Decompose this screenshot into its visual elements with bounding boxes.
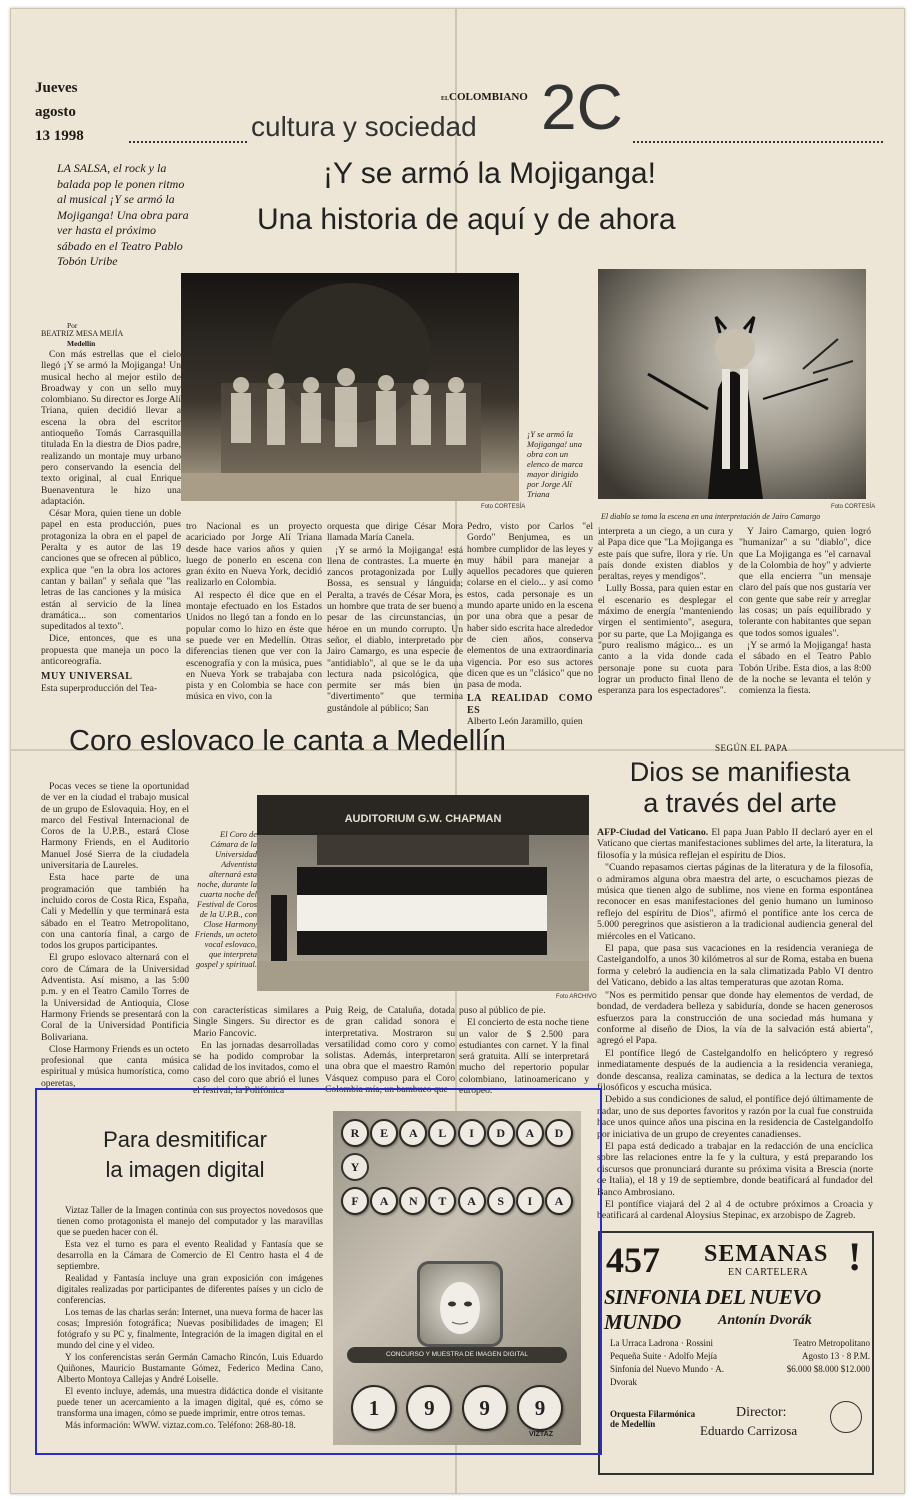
ad-count: 457 <box>606 1240 660 1280</box>
dios-dateline: AFP-Ciudad del Vaticano. <box>597 827 709 838</box>
dios-kicker: SEGÚN EL PAPA <box>715 743 789 753</box>
choir-illustration <box>257 795 589 991</box>
lead-col1-p4: Esta superproducción del Tea- <box>41 682 158 694</box>
ad-program <box>610 1337 750 1389</box>
coro-col1-p1: Pocas veces se tiene la oportunidad de ver en la ciudad el trabajo musical de un grupo de Eslovaquia. Hoy, en el marco del Festival Internacional de Coros de la U.P.B., estará Close Harmony Friends, en el Auditorio Manuel José Sierra de la ciudadela universitaria de Laureles. <box>41 781 189 872</box>
coro-col1-p3: El grupo eslovaco alternará con el coro de Cámara de la Universidad Adventista. Así mismo, a las 5:00 p.m. y en el Teatro Camilo Torres de la Universidad de Antioquia, Close Harmony Friends se presentará con la Coral de la Universidad Pontificia Bolivariana. <box>41 952 189 1043</box>
stage-cast-illustration <box>181 273 519 501</box>
poster-brand: VIZTAZ <box>529 1431 553 1438</box>
masthead-month: agosto <box>35 104 76 120</box>
dios-p1: El papa Juan Pablo II declaró ayer en el Vaticano que ciertas manifestaciones sublimes del arte, la literatura, la filosofía y la música reflejan el espíritu de Dios. <box>597 827 873 861</box>
photo1-credit: Foto CORTESÍA <box>481 504 526 510</box>
poster-banner: CONCURSO Y MUESTRA DE IMAGEN DIGITAL <box>347 1347 567 1363</box>
dios-p7: El papa está dedicado a trabajar en la redacción de una encíclica sobre las relaciones entre la fe y la cultura, y está preparando los discursos que pronunciará durante su próxima visita a Brescia (norte de Italia), el 18 y 19 de septiembre, donde beatificará al fundador del Banco Ambrosiano. <box>597 1140 873 1198</box>
masthead-day: Jueves <box>35 80 78 96</box>
ad-date: Agosto 13 · 8 P.M. <box>801 1351 870 1361</box>
poster-key-f-3: T <box>428 1187 456 1215</box>
dios-title-2: a través del arte <box>643 788 837 818</box>
coro-col1-p4: Close Harmony Friends es un octeto profesional que canta música espiritual y música humorística, como operetas, <box>41 1043 189 1089</box>
coro-col1-p2: Esta hace parte de una programación que también ha incluido coros de Costa Rica, España, Cali y Medellín y que terminará esta sábado en el Teatro Metropolitano, con una cantoría final, a cargo de todos los grupos participantes. <box>41 872 189 952</box>
dios-title <box>605 757 875 819</box>
dios-p8: El pontífice viajará del 2 al 4 de octubre próximos a Croacia y beatificará al cardenal Aloysius Stepinac, ex arzobispo de Zagreb. <box>597 1199 873 1222</box>
photo1-caption: ¡Y se armó la Mojiganga! una obra con un elenco de marca mayor dirigido por Jorge Alí Triana <box>527 429 583 499</box>
digital-title-2: la imagen digital <box>105 1157 265 1182</box>
coro-column-3 <box>325 1005 455 1097</box>
dios-p5: El pontífice llegó de Castelgandolfo en helicóptero y regresó inmediatamente después de la audiencia a la residencia veraniega, donde descansa, realiza caminatas, se dedica a la lectura de textos filosóficos y escucha música. <box>597 1047 873 1093</box>
poster-key-f-5: S <box>487 1187 515 1215</box>
dios-p2: "Cuando repasamos ciertas páginas de la literatura y de la filosofía, o admiramos alguna obra maestra del arte, o escuchamos piezas de música que tienen algo de sublime, nos viene en forma espontánea reconocer en esas manifestaciones del genio humano un luminoso reflejo del espíritu de Dios", afirmó el pontífice ante los cerca de 5.000 peregrinos que asistieron a la tradicional audiencia general del miércoles en el Vaticano. <box>597 862 873 942</box>
ad-director-label: Director: <box>736 1405 787 1420</box>
selection-highlight <box>35 1088 602 1455</box>
coro-column-2 <box>193 1005 319 1097</box>
poster-key-6: A <box>516 1119 544 1147</box>
lead-column-1 <box>41 349 181 719</box>
lead-col6-p1: Y Jairo Camargo, quien logró "humanizar" a su "diablo", dice que La Mojiganga es "el carnaval de la Colombia de hoy" y advierte que ella encierra "un mensaje claro del país que nos gustaría ver con gente que sabe reír y arreglar las cosas; un país equilibrado y tolerante con habitantes que sepan que todos somos iguales". <box>739 526 871 639</box>
photo2-caption: El diablo se toma la escena en una interpretación de Jairo Camargo <box>601 512 821 521</box>
digital-p1: Viztaz Taller de la Imagen continúa con sus proyectos novedosos que tienen como protagonista el manejo del computador y las maravillas que se pueden hacer con él. <box>57 1205 323 1237</box>
lead-intro: LA SALSA, el rock y la balada pop le ponen ritmo al musical ¡Y se armó la Mojiganga! Una obra para ver hasta el próximo sábado en el Teatro Pablo Tobón Uribe <box>57 161 189 268</box>
section-name: cultura y sociedad <box>251 111 477 142</box>
poster-key-2: A <box>399 1119 427 1147</box>
coro-col2-p1: con características similares a Single Singers. Su director es Mario Fancovic. <box>193 1005 319 1039</box>
digital-p3: Realidad y Fantasía incluye una gran exposición con imágenes digitales realizadas por participantes de diferentes países y un ciclo de conferencias. <box>57 1273 323 1305</box>
dios-p3: El papa, que pasa sus vacaciones en la residencia veraniega de Castelgandolfo, a unos 30 kilómetros al sur de Roma, estaba en buena forma y celebró la audiencia en la sala climatizada Pablo VI dentro del Vaticano, debido a las altas temperaturas que azotan Roma. <box>597 943 873 989</box>
photo2-credit: Foto CORTESÍA <box>831 504 876 510</box>
coro-col4-p2: El concierto de esta noche tiene un valor de $ 2.500 para estudiantes con carnet. Y la final será gratuita. Allí se interpretará mucho del repertorio popular colombiano, latinoamericano y europeo. <box>459 1017 589 1097</box>
ad-cartelera: EN CARTELERA <box>728 1267 809 1278</box>
ad-semanas: SEMANAS <box>704 1241 829 1267</box>
ad-program-item: La Urraca Ladrona · Rossini <box>610 1338 713 1348</box>
devil-illustration <box>598 269 866 499</box>
ad-exclamation: ! <box>848 1234 862 1279</box>
poster-key-3: L <box>428 1119 456 1147</box>
byline-name: BEATRIZ MESA MEJÍA <box>41 329 124 338</box>
poster-key-f-0: F <box>341 1187 369 1215</box>
byline-city: Medellín <box>67 339 96 348</box>
photo-choir <box>257 795 589 991</box>
ad-venue: Teatro Metropolitano <box>793 1338 870 1348</box>
poster-key-f-1: A <box>370 1187 398 1215</box>
lead-col1-p1: Con más estrellas que el cielo llegó ¡Y se armó la Mojiganga! Un musical hecho al mejor estilo de Broadway y con un sello muy colombiano. Su director es Jorge Alí Triana, quien decidió llevar a escena la obra del escritor antioqueño Tomás Carrasquilla titulada En la diestra de Dios padre, realizando un montaje muy urbano pero conservando la esencia del texto original, al cual Enrique Buenaventura le hizo una adaptación. <box>41 349 181 507</box>
ad-title: SINFONIA DEL NUEVO MUNDO <box>604 1285 821 1334</box>
digital-p2: Esta vez el turno es para el evento Realidad y Fantasía que se desarrolla en la Cámara de Comercio de El Centro hasta el 4 de septiembre. <box>57 1239 323 1271</box>
lead-col2-p2: Al respecto él dice que en el montaje efectuado en los Estados Unidos no llegó tan a fondo en lo popular como lo hizo en éste que se puede ver en Medellín. Otras diferencias tienen que ver con la escenografía y con la música, pues en Nueva York se trabajaba con pista y en Colombia se hace con música en vivo, con la <box>186 589 322 703</box>
dios-p4: "Nos es permitido pensar que donde hay elementos de verdad, de bondad, de verdadera belleza y sabiduría, donde se hacen generosos esfuerzos para la construcción de una sociedad más humana y conforme al diseño de Dios, la vía de la salvación está abierta", agregó el Papa. <box>597 989 873 1047</box>
digital-title-1: Para desmitificar <box>103 1127 267 1152</box>
digital-p7: Más información: WWW. viztaz.com.co. Teléfono: 268-80-18. <box>65 1420 296 1430</box>
poster-key-1: E <box>370 1119 398 1147</box>
digital-p4: Los temas de las charlas serán: Internet, una nueva forma de hacer las cosas; Impresión fotográfica; Nuevas posibilidades de imagen; El fotógrafo y su PC y, finalmente, Integración de la imagen digital en el mundo del cine y el video. <box>57 1307 323 1350</box>
dios-column <box>597 827 873 1227</box>
masthead-dots-right <box>633 133 883 143</box>
lead-col6-p2: ¡Y se armó la Mojiganga! hasta el sábado en el Teatro Pablo Tobón Uribe. Esta dios, a las 8:00 de la noche se levanta el telón y comienza la fiesta. <box>739 639 871 697</box>
coro-column-1 <box>41 781 189 1101</box>
byline-por: Por <box>67 321 78 330</box>
poster-key-y: Y <box>341 1153 369 1181</box>
newspaper-name: ELCOLOMBIANO <box>441 91 528 103</box>
auditorium-sign: AUDITORIUM G.W. CHAPMAN <box>344 813 502 825</box>
poster-year-key-2: 9 <box>462 1385 508 1431</box>
ad-prices: $6.000 $8.000 $12.000 <box>786 1364 870 1374</box>
ad-composer: Antonín Dvorák <box>718 1313 812 1328</box>
poster-key-f-4: A <box>458 1187 486 1215</box>
lead-col3-p1: orquesta que dirige César Mora llamada María Canela. <box>327 521 463 544</box>
photo-stage-cast <box>181 273 519 501</box>
lead-col5-p2: Lully Bossa, para quien estar en el escenario es desplegar el máximo de energía "manteniendo virgen el sentimiento", asegura, por su parte, que La Mojiganga es "puro realismo mágico... es un canto a la vida donde cada personaje pone su cuota para lograr un producto final lleno de esperanza para los espectadores". <box>598 583 733 697</box>
lead-col1-p2: César Mora, quien tiene un doble papel en esta producción, pues protagoniza la obra en el papel de Peralta y es autor de las 19 canciones que se ofrecen al público, explica que "en la obra los actores cantan y bailan" y señala que "las letras de las canciones y la música están al servicio de la línea dramática... son comentarios supeditados al texto". <box>41 508 181 633</box>
poster-key-7: D <box>545 1119 573 1147</box>
subhead-realidad: LA REALIDAD COMO ES <box>467 693 593 716</box>
coro-col2-p2: En las jornadas desarrolladas se ha podido comprobar la calidad de los invitados, como el caso del coro que abrió el lunes el festival, la Polifónica <box>193 1039 319 1097</box>
lead-col4-p2: Alberto León Jaramillo, quien <box>467 716 583 728</box>
lead-col4-p1: Pedro, visto por Carlos "el Gordo" Benjumea, es un hombre cumplidor de las leyes y muy hábil para manejar a aquellos pecadores que quieren colarse en el cielo... y así como estos, cada personaje es un mundo aparte unido en la escena por una obra que a pesar de haber sido escrita hace alrededor de cien años, conserva elementos de una extraordinaria vigencia. Por eso sus actores dicen que es un "clásico" que no pasa de moda. <box>467 521 593 691</box>
poster-key-f-6: I <box>516 1187 544 1215</box>
ad-venue-block <box>750 1337 870 1376</box>
coro-title: Coro eslovaco le canta a Medellín <box>69 725 506 757</box>
poster-key-f-7: A <box>545 1187 573 1215</box>
lead-col3-p2: ¡Y se armó la Mojiganga! está llena de contrastes. La muerte en zancos protagonizada por Lully Bossa, es sensual y lánguida; Peralta, a través de César Mora, es un hombre que trata de ser bueno a pesar de las circunstancias, un héroe en un mundo corrupto. Un señor, el diablo, interpretado por Jairo Camargo, es una especie de "antidiablo", al que se le da una lectura nada psicológica, que permite ser más bien un "divertimento" que termina gustándole al público; San <box>327 544 463 714</box>
newspaper-page <box>10 8 905 1494</box>
lead-column-2 <box>186 521 322 716</box>
digital-p5: Y los conferencistas serán Germán Camacho Rincón, Luis Eduardo Quiñones, Mauricio Bustamante Gómez, Federico Medina Cano, Alberto Montoya Callejas y André Loiselle. <box>57 1352 323 1384</box>
poster-key-f-2: N <box>399 1187 427 1215</box>
masthead-dots-left <box>129 133 247 143</box>
poster-key-5: D <box>487 1119 515 1147</box>
dios-p6: Debido a sus condiciones de salud, el pontífice dejó últimamente de nadar, uno de sus deportes favoritos y razón por la cual fue construida hace unos quince años una piscina en la residencia de Castelgandolfo por iniciativa de un grupo de creyentes canadienses. <box>597 1094 873 1140</box>
subhead-muy-universal: MUY UNIVERSAL <box>41 671 133 683</box>
lead-col5-p1: interpreta a un ciego, a un cura y al Papa dice que "La Mojiganga es este país que sufre, llora y ríe. Un país donde existen diablos y peraltas, reyes y mendigos". <box>598 526 733 583</box>
dios-title-1: Dios se manifiesta <box>629 757 851 787</box>
choir-credit: Foto ARCHIVO <box>556 994 597 1000</box>
lead-column-4 <box>467 521 593 728</box>
coro-col4-p1: puso al público de pie. <box>459 1005 546 1016</box>
ad-director: Eduardo Carrizosa <box>700 1423 798 1438</box>
coro-col3-p1: Puig Reig, de Cataluña, dotada de gran calidad sonora e interpretativa. Mostraron su versatilidad como coro y como solistas. Además, interpretaron una obra que el maestro Ramón Vásquez compuso para el Coro Colombia mía, un bambuco que <box>325 1005 455 1096</box>
lead-column-3 <box>327 521 463 716</box>
lead-column-6 <box>739 526 871 716</box>
ad-orchestra: Orquesta Filarmónica de Medellín <box>610 1409 696 1429</box>
photo-devil <box>598 269 866 499</box>
coro-column-4 <box>459 1005 589 1097</box>
lead-col1-p3: Dice, entonces, que es una propuesta que maneja un poco la anticoreografía. <box>41 633 181 668</box>
poster-key-0: R <box>341 1119 369 1147</box>
masthead-date: 13 1998 <box>35 128 84 144</box>
poster-year-key-1: 9 <box>406 1385 452 1431</box>
lead-col2-p1: tro Nacional es un proyecto acariciado por Jorge Alí Triana desde hace varios años y quien luego de ponerlo en escena con gran éxito en Nueva York, decidió realizarlo en Colombia. <box>186 521 322 589</box>
lead-title-2: Una historia de aquí y de ahora <box>257 203 676 236</box>
ad-program-item: Sinfonía del Nuevo Mundo · A. Dvorak <box>610 1364 724 1387</box>
ad-program-item: Pequeña Suite · Adolfo Mejía <box>610 1351 717 1361</box>
lead-column-5 <box>598 526 733 716</box>
poster-year-key-3: 9 <box>517 1385 563 1431</box>
choir-caption: El Coro de Cámara de la Universidad Adventista alternará esta noche, durante la cuarta noche del Festival de Coros de la U.P.B., con Close Harmony Friends, un octeto vocal eslovaco, que interpreta gospel y spiritual. <box>194 829 257 969</box>
lead-title-1: ¡Y se armó la Mojiganga! <box>323 157 656 190</box>
ad-seal-icon <box>830 1401 862 1433</box>
digital-p6: El evento incluye, además, una muestra didáctica donde el visitante puede tener un acercamiento a la imagen digital, qué es, cómo se transforma una imagen, cómo se puede imprimir, entre otros temas. <box>57 1386 323 1418</box>
poster-key-4: I <box>458 1119 486 1147</box>
poster-year-key-0: 1 <box>351 1385 397 1431</box>
concert-ad <box>598 1231 874 1475</box>
page-number: 2C <box>541 71 623 143</box>
